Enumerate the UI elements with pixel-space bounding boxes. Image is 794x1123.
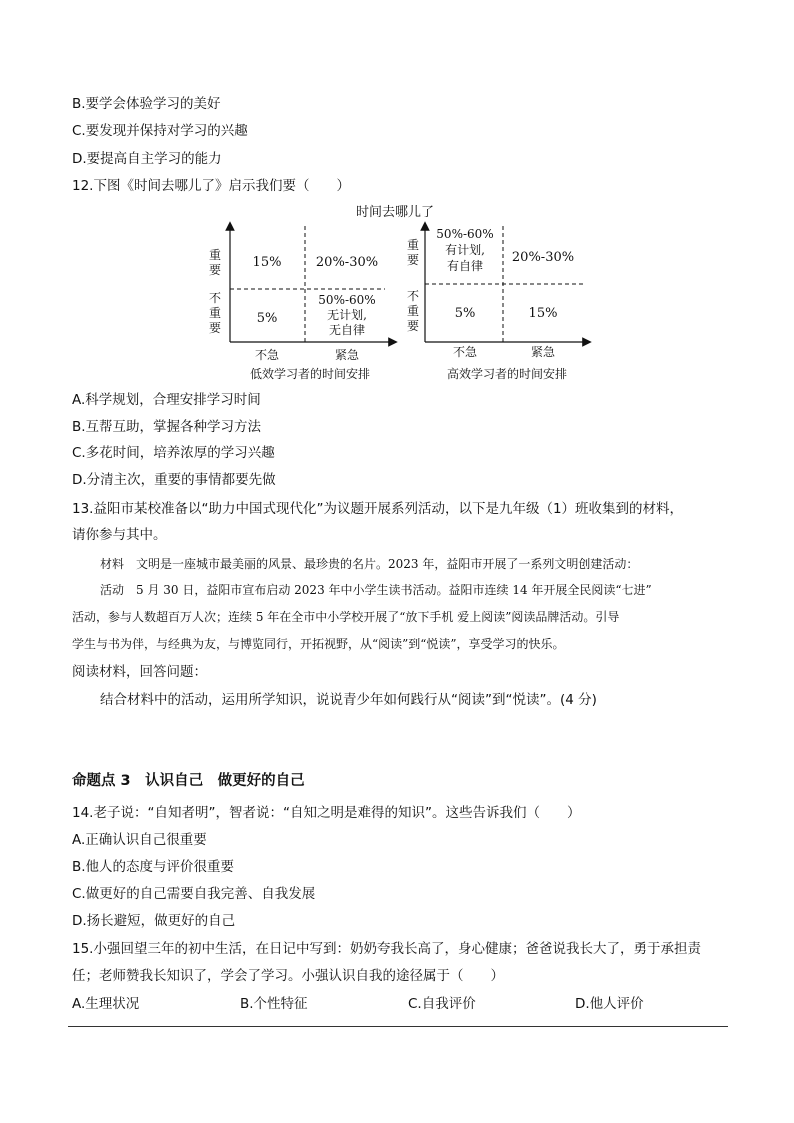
left-q1: 15% [252, 255, 282, 270]
left-q4-line1: 50%-60% [318, 293, 376, 307]
right-y-bottom-1: 不 [406, 289, 420, 303]
q13-stem-line1: 13.益阳市某校准备以“助力中国式现代化”为议题开展系列活动，以下是九年级（1）班收集到的材料， [72, 501, 684, 517]
q12-option-c: C.多花时间，培养浓厚的学习兴趣 [72, 445, 275, 461]
q14-option-a: A.正确认识自己很重要 [72, 832, 207, 848]
right-q3: 5% [454, 306, 476, 321]
right-q1-line3: 有自律 [446, 259, 484, 273]
right-q4: 15% [528, 306, 558, 321]
q13-material: 材料 文明是一座城市最美丽的风景、最珍贵的名片。2023 年，益阳市开展了一系列文明创建活动： [100, 557, 639, 571]
q13-activity-line2: 活动，参与人数超百万人次；连续 5 年在全市中小学校开展了“放下手机 爱上阅读”阅读品牌活动。引导 [72, 610, 620, 624]
left-q3: 5% [256, 311, 278, 326]
left-y-bottom-1: 不 [208, 291, 222, 305]
left-chart [209, 226, 393, 381]
left-y-bottom-3: 要 [208, 321, 222, 335]
right-y-top-1: 重 [406, 238, 420, 252]
q12-option-a: A.科学规划，合理安排学习时间 [72, 392, 261, 408]
q14-option-b: B.他人的态度与评价很重要 [72, 859, 235, 875]
q12-stem: 12.下图《时间去哪儿了》启示我们要（ ） [72, 178, 350, 194]
right-caption: 高效学习者的时间安排 [446, 367, 568, 381]
left-y-top-2: 要 [208, 263, 222, 277]
q13-prompt: 阅读材料，回答问题： [72, 664, 207, 680]
right-x-right: 紧急 [530, 345, 556, 359]
q11-option-c: C.要发现并保持对学习的兴趣 [72, 123, 248, 139]
left-q4-line3: 无自律 [328, 323, 366, 337]
footer-divider [68, 1026, 728, 1027]
q11-option-b: B.要学会体验学习的美好 [72, 96, 221, 112]
q15-stem-line2: 任；老师赞我长知识了，学会了学习。小强认识自我的途径属于（ ） [72, 968, 504, 984]
q15-option-d: D.他人评价 [575, 996, 644, 1012]
left-y-bottom-2: 重 [208, 306, 222, 320]
q14-option-c: C.做更好的自己需要自我完善、自我发展 [72, 886, 316, 902]
q13-question: 结合材料中的活动，运用所学知识，说说青少年如何践行从“阅读”到“悦读”。(4 分) [100, 692, 597, 708]
q13-activity-line3: 学生与书为伴，与经典为友，与博览同行，开拓视野，从“阅读”到“悦读”，享受学习的快乐。 [72, 637, 565, 651]
left-x-left: 不急 [254, 348, 280, 362]
q14-stem: 14.老子说：“自知者明”，智者说：“自知之明是难得的知识”。这些告诉我们（ ） [72, 805, 581, 821]
right-y-bottom-2: 重 [406, 304, 420, 318]
q13-stem-line2: 请你参与其中。 [72, 527, 167, 543]
section-title: 命题点 3 认识自己 做更好的自己 [72, 773, 305, 789]
q13-activity-line1: 活动 5 月 30 日，益阳市宣布启动 2023 年中小学生读书活动。益阳市连续 14 年开展全民阅读“七进” [100, 583, 652, 597]
q15-stem-line1: 15.小强回望三年的初中生活，在日记中写到：奶奶夸我长高了，身心健康；爸爸说我长大了，勇于承担责 [72, 941, 701, 957]
left-y-top-1: 重 [208, 248, 222, 262]
q11-option-d: D.要提高自主学习的能力 [72, 151, 222, 167]
right-q1-line2: 有计划, [445, 243, 485, 257]
right-q2: 20%-30% [511, 250, 575, 265]
right-chart [407, 226, 587, 381]
left-x-right: 紧急 [334, 348, 360, 362]
q15-option-b: B.个性特征 [240, 996, 308, 1012]
right-y-bottom-3: 要 [406, 319, 420, 333]
right-q1-line1: 50%-60% [436, 227, 494, 241]
right-y-top-2: 要 [406, 253, 420, 267]
q12-option-b: B.互帮互助，掌握各种学习方法 [72, 419, 262, 435]
left-q2: 20%-30% [315, 255, 379, 270]
left-caption: 低效学习者的时间安排 [249, 367, 371, 381]
right-x-left: 不急 [452, 345, 478, 359]
q14-option-d: D.扬长避短，做更好的自己 [72, 913, 236, 929]
q12-option-d: D.分清主次，重要的事情都要先做 [72, 472, 276, 488]
figure-title: 时间去哪儿了 [355, 205, 435, 220]
time-management-figure [195, 196, 605, 386]
q15-option-c: C.自我评价 [408, 996, 476, 1012]
left-q4-line2: 无计划, [327, 308, 367, 322]
q15-option-a: A.生理状况 [72, 996, 140, 1012]
